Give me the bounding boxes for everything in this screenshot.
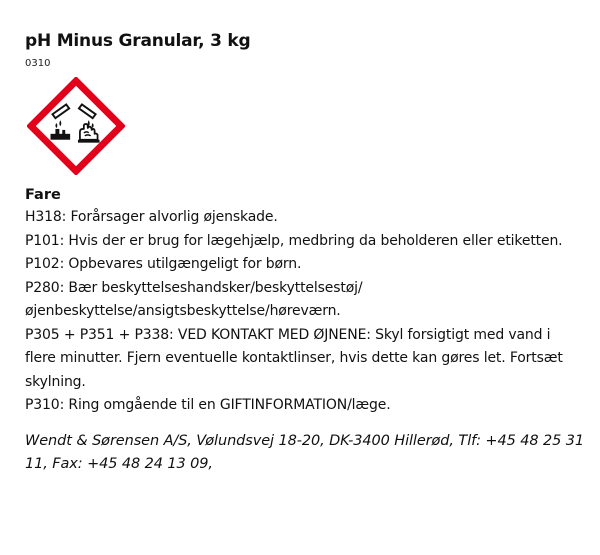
statement-p305-p351-p338: P305 + P351 + P338: VED KONTAKT MED ØJNENE: Skyl forsigtigt med vand i flere minutter. Fjern eventuelle kontaktlinser, hvis dette kan gøres let. Fortsæt skylning. bbox=[25, 326, 563, 390]
supplier-info: Wendt & Sørensen A/S, Vølundsvej 18-20, DK-3400 Hillerød, Tlf: +45 48 25 31 11, Fax: +45 48 24 13 09, bbox=[25, 432, 584, 472]
product-title: pH Minus Granular, 3 kg bbox=[25, 31, 251, 51]
signal-word: Fare bbox=[25, 187, 61, 203]
product-code: 0310 bbox=[25, 58, 51, 69]
hazard-statements bbox=[25, 206, 585, 418]
statement-p280: P280: Bær beskyttelseshandsker/beskyttelsestøj/ øjenbeskyttelse/ansigtsbeskyttelse/høreværn. bbox=[25, 279, 363, 319]
product-label bbox=[25, 30, 585, 477]
statement-p102: P102: Opbevares utilgængeligt for børn. bbox=[25, 256, 302, 272]
statement-p101: P101: Hvis der er brug for lægehjælp, medbring da beholderen eller etiketten. bbox=[25, 232, 563, 249]
statement-h318: H318: Forårsager alvorlig øjenskade. bbox=[25, 209, 278, 225]
ghs05-corrosive-icon bbox=[27, 77, 125, 175]
statement-p310: P310: Ring omgående til en GIFTINFORMATION/læge. bbox=[25, 397, 391, 413]
